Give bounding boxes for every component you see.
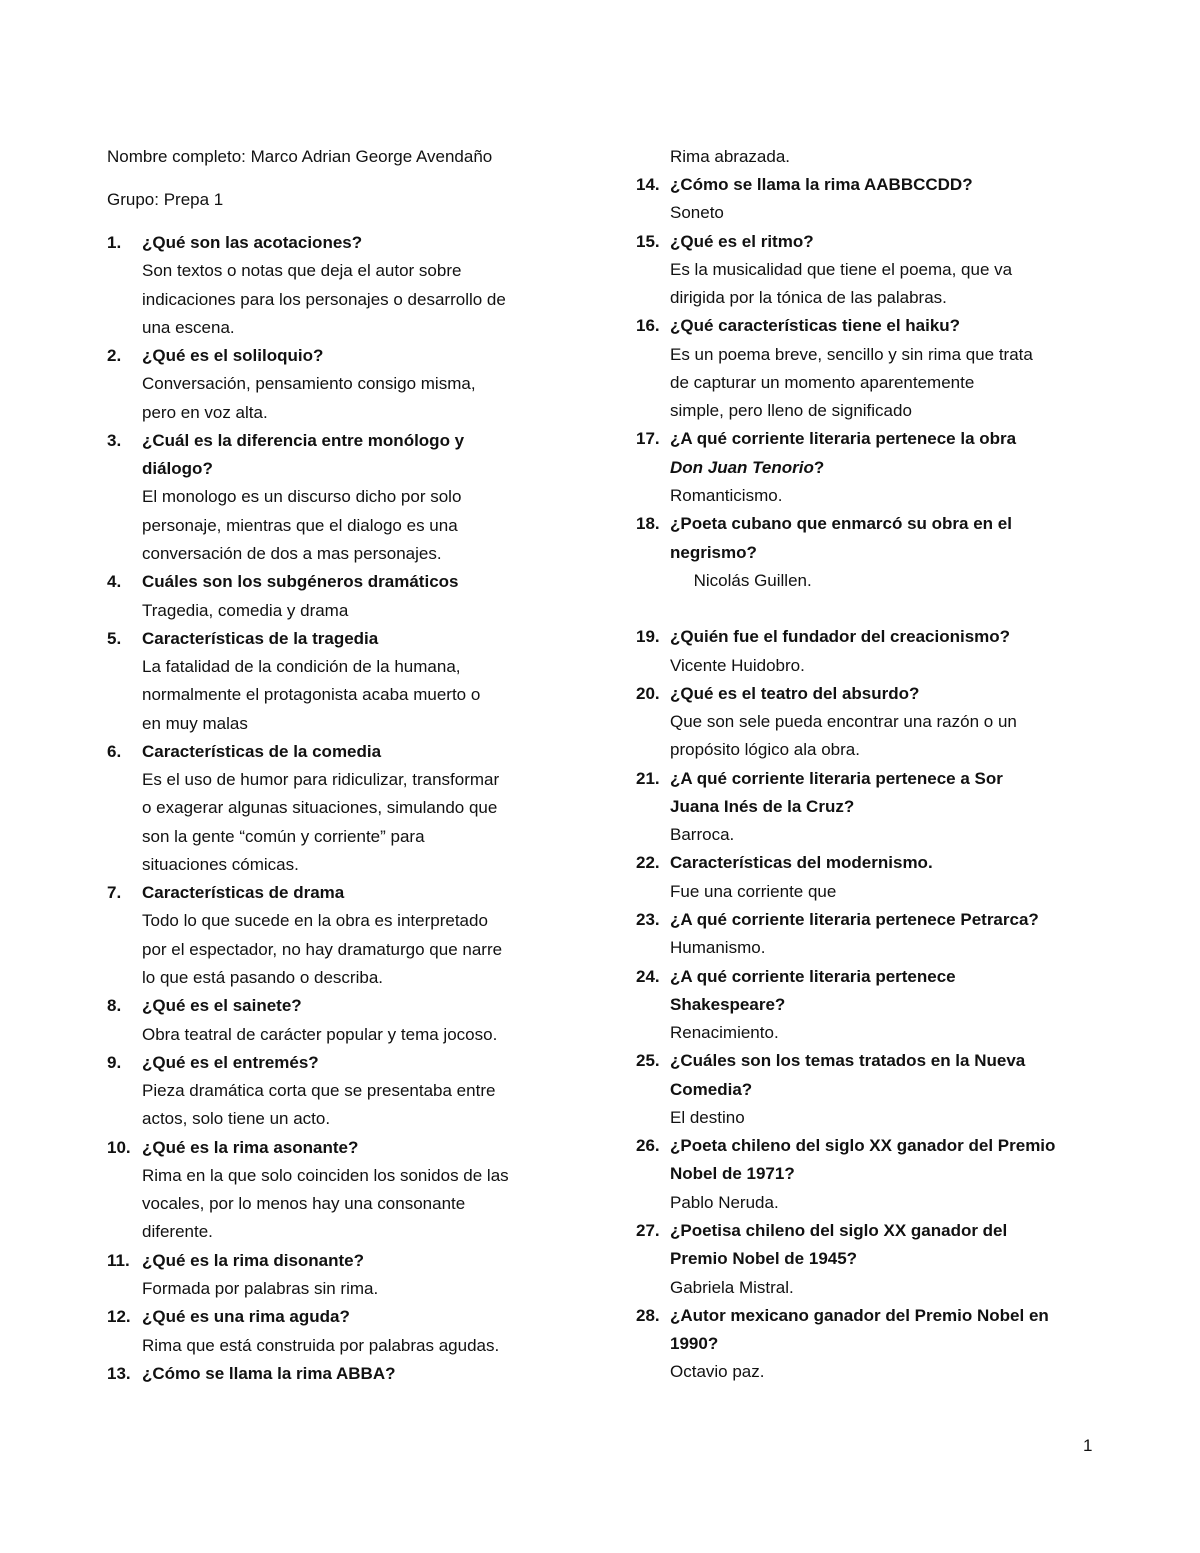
question-text: Comedia? (670, 1079, 753, 1099)
question-text: Cuáles son los subgéneros dramáticos (142, 572, 459, 592)
answer-line: Rima abrazada. (670, 147, 791, 166)
question-number: 19. (636, 627, 660, 647)
answer-line: son la gente “común y corriente” para (142, 826, 425, 846)
question-number: 27. (636, 1220, 660, 1240)
answer-line: La fatalidad de la condición de la humana, (142, 657, 461, 677)
question-text: ¿A qué corriente literaria pertenece Petrarca? (670, 910, 1039, 930)
question-number: 15. (636, 231, 660, 251)
question-text: ¿Cómo se llama la rima AABBCCDD? (670, 175, 973, 194)
question-text: ¿Qué características tiene el haiku? (670, 316, 961, 336)
question-number: 28. (636, 1305, 660, 1325)
question-number: 10. (107, 1137, 131, 1157)
question-text: Características del modernismo. (670, 853, 933, 873)
question-text: Características de drama (142, 883, 345, 903)
answer-line: vocales, por lo menos hay una consonante (142, 1194, 466, 1214)
question-number: 8. (107, 996, 122, 1016)
question-text: ¿Qué es el teatro del absurdo? (670, 683, 920, 703)
answer-line: Barroca. (670, 825, 735, 845)
question-number: 1. (107, 233, 122, 252)
answer-line: Soneto (670, 203, 724, 223)
question-text: ¿A qué corriente literaria pertenece a Sor (670, 768, 1003, 788)
answer-line: Conversación, pensamiento consigo misma, (142, 374, 476, 394)
question-text: ¿Cuáles son los temas tratados en la Nueva (670, 1051, 1026, 1071)
question-number: 9. (107, 1052, 122, 1072)
question-text: diálogo? (142, 459, 213, 479)
question-text: ¿Cómo se llama la rima ABBA? (142, 1363, 396, 1383)
question-text: ¿Qué es el sainete? (142, 996, 302, 1016)
question-number: 2. (107, 346, 122, 366)
answer-line: Renacimiento. (670, 1023, 779, 1043)
answer-line: pero en voz alta. (142, 402, 268, 422)
question-number: 14. (636, 175, 660, 194)
question-text: ¿Qué es una rima aguda? (142, 1307, 350, 1327)
answer-line: Pablo Neruda. (670, 1192, 779, 1212)
question-number: 13. (107, 1363, 131, 1383)
question-text: ¿Qué son las acotaciones? (142, 233, 363, 252)
question-text: 1990? (670, 1334, 719, 1354)
question-text: ¿Autor mexicano ganador del Premio Nobel en (670, 1305, 1049, 1325)
question-number: 5. (107, 628, 122, 648)
question-text: Juana Inés de la Cruz? (670, 796, 855, 816)
question-number: 4. (107, 572, 122, 592)
answer-line: Fue una corriente que (670, 881, 837, 901)
question-number: 25. (636, 1051, 660, 1071)
page-number: 1 (1083, 1436, 1093, 1455)
question-text: Premio Nobel de 1945? (670, 1249, 858, 1269)
name-line: Nombre completo: Marco Adrian George Avendaño (107, 147, 493, 166)
answer-line: Formada por palabras sin rima. (142, 1278, 379, 1298)
answer-line: Rima en la que solo coinciden los sonidos de las (142, 1165, 509, 1185)
question-number: 11. (107, 1250, 130, 1270)
answer-line: situaciones cómicas. (142, 854, 299, 874)
question-text: ¿A qué corriente literaria pertenece (670, 966, 956, 986)
question-text: Características de la comedia (142, 741, 382, 761)
answer-line: lo que está pasando o describa. (142, 968, 384, 988)
answer-line: Obra teatral de carácter popular y tema jocoso. (142, 1024, 498, 1044)
group-line: Grupo: Prepa 1 (107, 190, 224, 209)
answer-line: simple, pero lleno de significado (670, 401, 912, 421)
question-text: ¿Qué es la rima asonante? (142, 1137, 359, 1157)
answer-line: Es la musicalidad que tiene el poema, que va (670, 259, 1013, 279)
question-text: Nobel de 1971? (670, 1164, 795, 1184)
question-text: Shakespeare? (670, 994, 786, 1014)
answer-line: El monologo es un discurso dicho por solo (142, 487, 462, 507)
answer-line: Pieza dramática corta que se presentaba entre (142, 1081, 496, 1101)
answer-line: Humanismo. (670, 938, 766, 958)
question-text: ¿Poeta chileno del siglo XX ganador del Premio (670, 1136, 1056, 1156)
answer-line: normalmente el protagonista acaba muerto o (142, 685, 481, 705)
question-number: 12. (107, 1307, 131, 1327)
answer-line: Octavio paz. (670, 1362, 765, 1382)
answer-line: Vicente Huidobro. (670, 655, 805, 675)
question-text: ¿Qué es el entremés? (142, 1052, 319, 1072)
answer-line: propósito lógico ala obra. (670, 740, 860, 760)
question-number: 22. (636, 853, 660, 873)
question-number: 3. (107, 430, 122, 450)
question-text: ¿Qué es el soliloquio? (142, 346, 324, 366)
question-number: 26. (636, 1136, 660, 1156)
question-number: 16. (636, 316, 660, 336)
answer-line: actos, solo tiene un acto. (142, 1109, 331, 1129)
question-number: 6. (107, 741, 122, 761)
question-text: ¿Cuál es la diferencia entre monólogo y (142, 430, 465, 450)
question-text: ¿Poeta cubano que enmarcó su obra en el (670, 514, 1012, 534)
answer-line: o exagerar algunas situaciones, simulando que (142, 798, 498, 818)
question-number: 17. (636, 429, 660, 449)
question-number: 23. (636, 910, 660, 930)
question-text: ¿Qué es la rima disonante? (142, 1250, 365, 1270)
question-text: ¿Quién fue el fundador del creacionismo? (670, 627, 1011, 647)
answer-line: de capturar un momento aparentemente (670, 372, 975, 392)
answer-line: conversación de dos a mas personajes. (142, 543, 442, 563)
question-text: ¿Qué es el ritmo? (670, 231, 814, 251)
answer-line: Es el uso de humor para ridiculizar, transformar (142, 770, 500, 790)
answer-line: por el espectador, no hay dramaturgo que narre (142, 939, 503, 959)
answer-line: una escena. (142, 317, 235, 337)
question-number: 24. (636, 966, 660, 986)
answer-line: indicaciones para los personajes o desarrollo de (142, 289, 506, 309)
answer-line: Es un poema breve, sencillo y sin rima que trata (670, 344, 1033, 364)
question-number: 7. (107, 883, 122, 903)
answer-line: Gabriela Mistral. (670, 1277, 794, 1297)
question-number: 18. (636, 514, 660, 534)
question-text: negrismo? (670, 542, 757, 562)
question-text: Don Juan Tenorio? (670, 457, 825, 477)
question-number: 21. (636, 768, 660, 788)
answer-line: en muy malas (142, 713, 248, 733)
answer-line: Nicolás Guillen. (670, 570, 812, 590)
answer-line: dirigida por la tónica de las palabras. (670, 288, 947, 308)
answer-line: Tragedia, comedia y drama (142, 600, 349, 620)
answer-line: diferente. (142, 1222, 213, 1242)
answer-line: personaje, mientras que el dialogo es una (142, 515, 458, 535)
answer-line: Rima que está construida por palabras agudas. (142, 1335, 500, 1355)
answer-line: Romanticismo. (670, 485, 783, 505)
question-text: Características de la tragedia (142, 628, 379, 648)
question-number: 20. (636, 683, 660, 703)
answer-line: Todo lo que sucede en la obra es interpretado (142, 911, 488, 931)
answer-line: Que son sele pueda encontrar una razón o un (670, 712, 1017, 732)
answer-line: El destino (670, 1107, 745, 1127)
answer-line: Son textos o notas que deja el autor sobre (142, 261, 462, 281)
question-text: ¿Poetisa chileno del siglo XX ganador del (670, 1220, 1008, 1240)
question-text: ¿A qué corriente literaria pertenece la obra (670, 429, 1017, 449)
